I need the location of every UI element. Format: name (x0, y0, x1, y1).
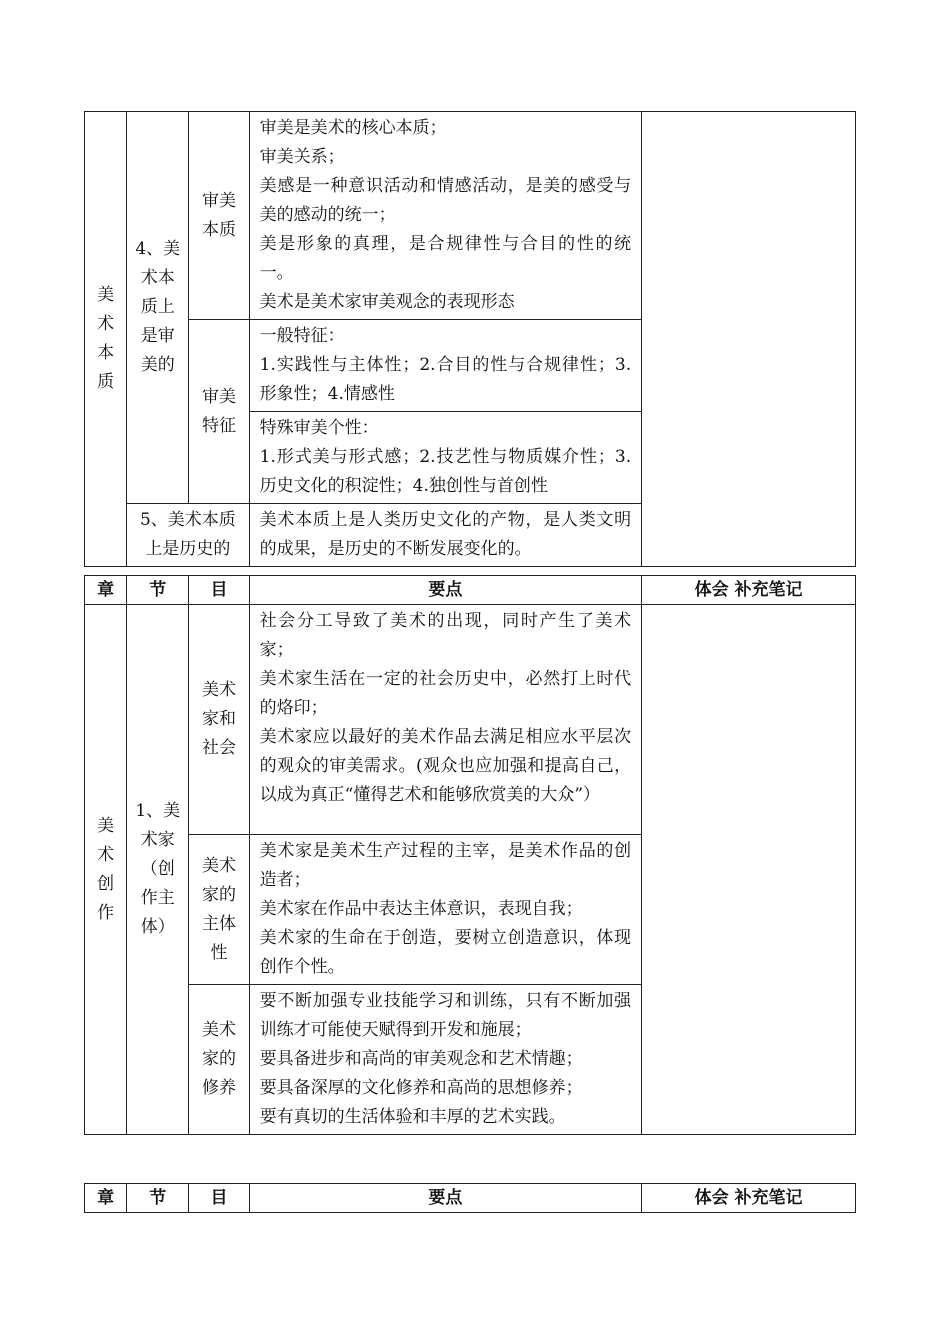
points-cell (249, 112, 642, 320)
point-line: 美术家在作品中表达主体意识，表现自我； (259, 899, 583, 919)
point-line: 一般特征： (259, 326, 345, 346)
chapter-cell (85, 112, 127, 567)
header-points: 要点 (249, 1184, 642, 1213)
notes-cell (642, 112, 856, 567)
points-cell (249, 412, 642, 504)
item-label: 美术家的主体性 (202, 855, 236, 963)
section-label: 4、美术本质上是审美的 (135, 239, 181, 375)
point-line: 美术家应以最好的美术作品去满足相应水平层次的观众的审美需求。(观众也应加强和提高自己，以成为真正“懂得艺术和能够欣赏美的大众”） (259, 727, 632, 805)
header-chapter: 章 (85, 1184, 127, 1213)
header-chapter: 章 (85, 576, 127, 605)
section-cell (127, 112, 189, 504)
point-line: 美术家的生命在于创造，要树立创造意识，体现创作个性。 (259, 928, 632, 977)
point-line: 要具备深厚的文化修养和高尚的思想修养； (259, 1078, 583, 1098)
point-line: 美术家生活在一定的社会历史中，必然打上时代的烙印； (259, 669, 632, 718)
point-line: 美术本质上是人类历史文化的产物，是人类文明的成果，是历史的不断发展变化的。 (259, 510, 632, 559)
table-art-creation (84, 575, 856, 1135)
section-label: 5、美术本质上是历史的 (139, 510, 236, 559)
header-section: 节 (127, 576, 189, 605)
section-cell (127, 504, 249, 567)
points-cell (249, 985, 642, 1135)
point-line: 社会分工导致了美术的出现，同时产生了美术家； (259, 611, 632, 660)
point-line: 审美是美术的核心本质； (259, 118, 447, 138)
points-cell (249, 504, 642, 567)
point-line: 美术是美术家审美观念的表现形态 (259, 292, 515, 312)
chapter-cell (85, 605, 127, 1135)
point-line: 要具备进步和高尚的审美观念和艺术情趣； (259, 1049, 583, 1069)
item-label: 美术家的修养 (202, 1020, 236, 1098)
points-cell (249, 835, 642, 985)
header-item: 目 (189, 1184, 249, 1213)
header-item: 目 (189, 576, 249, 605)
item-cell (189, 835, 249, 985)
point-line: 美术家是美术生产过程的主宰，是美术作品的创造者； (259, 841, 632, 890)
notes-cell (642, 605, 856, 1135)
item-label: 审美特征 (202, 386, 236, 436)
item-label: 美术家和社会 (202, 680, 236, 758)
point-line: 1.形式美与形式感；2.技艺性与物质媒介性；3.历史文化的积淀性；4.独创性与首创性 (259, 447, 632, 496)
item-cell (189, 112, 249, 320)
point-line: 要不断加强专业技能学习和训练，只有不断加强训练才可能使天赋得到开发和施展； (259, 991, 632, 1040)
header-notes: 体会 补充笔记 (642, 1184, 856, 1213)
point-line: 要有真切的生活体验和丰厚的艺术实践。 (259, 1107, 566, 1127)
point-line: 1.实践性与主体性；2.合目的性与合规律性；3.形象性；4.情感性 (259, 355, 632, 404)
section-cell (127, 605, 189, 1135)
table-aesthetics-essence (84, 111, 856, 567)
points-cell (249, 605, 642, 835)
item-cell (189, 320, 249, 504)
item-cell (189, 605, 249, 835)
point-line: 审美关系； (259, 147, 345, 167)
chapter-label: 美术创作 (97, 815, 115, 923)
section-label: 1、美术家（创作主体） (135, 801, 181, 937)
chapter-label: 美术本质 (97, 285, 115, 392)
header-section: 节 (127, 1184, 189, 1213)
item-label: 审美本质 (202, 190, 236, 240)
point-line: 特殊审美个性： (259, 418, 379, 438)
points-cell (249, 320, 642, 412)
point-line: 美感是一种意识活动和情感活动，是美的感受与美的感动的统一； (259, 176, 632, 225)
table-next (84, 1183, 856, 1213)
header-points: 要点 (249, 576, 642, 605)
point-line: 美是形象的真理，是合规律性与合目的性的统一。 (259, 234, 632, 283)
header-notes: 体会 补充笔记 (642, 576, 856, 605)
item-cell (189, 985, 249, 1135)
